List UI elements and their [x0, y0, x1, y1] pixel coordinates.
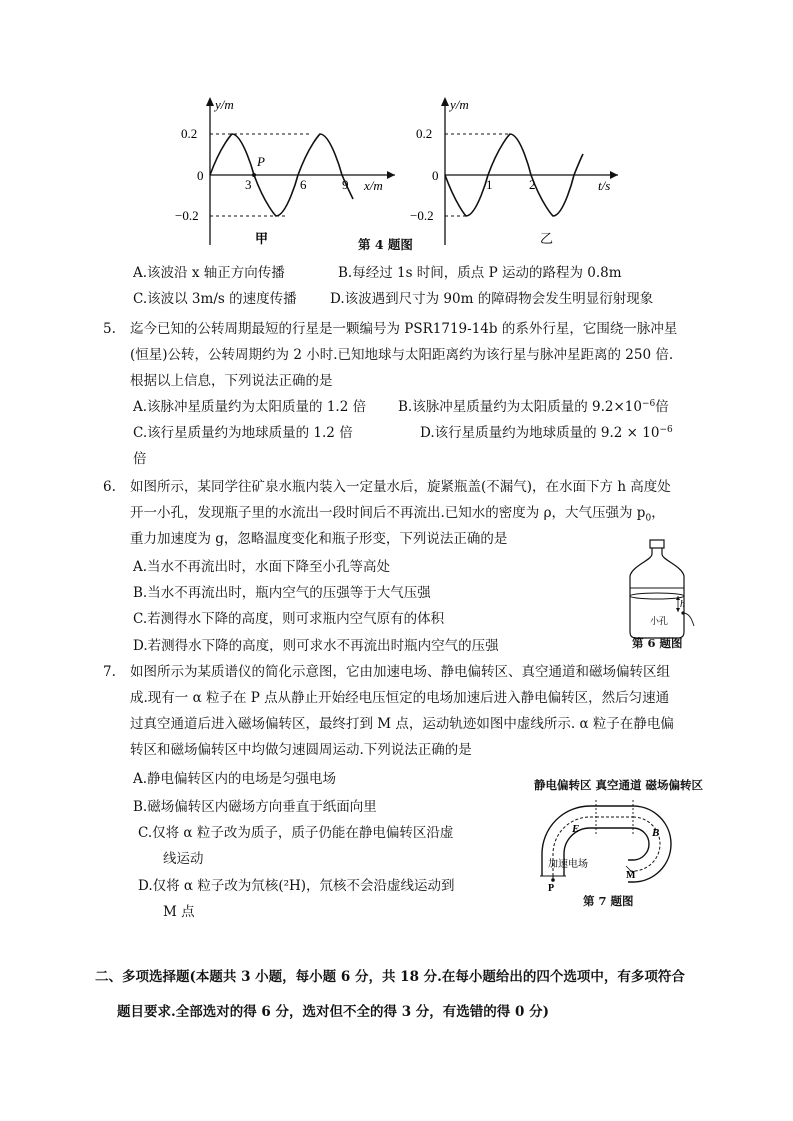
q7-fig-e-label: E	[572, 823, 580, 835]
q5-option-d-exp: −6	[659, 425, 673, 435]
jia-y-tick-bottom: −0.2	[175, 208, 199, 223]
q7-fig-accel-label: 加速电场	[548, 859, 588, 870]
q6-fig-h-label: h	[680, 599, 685, 610]
yi-caption: 乙	[540, 231, 554, 246]
jia-y-tick-zero: 0	[197, 168, 204, 183]
q5-stem-line2: (恒星)公转，公转周期约为 2 小时.已知地球与太阳距离约为该行星与脉冲星距离的 250 倍.	[130, 347, 674, 363]
q6-option-c: C.若测得水下降的高度，则可求瓶内空气原有的体积	[133, 611, 445, 627]
q7-number: 7.	[103, 664, 116, 680]
yi-x-label: t/s	[598, 178, 611, 193]
q6-bottle-figure	[622, 536, 697, 648]
jia-y-tick-top: 0.2	[181, 126, 198, 141]
q5-stem-line3: 根据以上信息，下列说法正确的是	[130, 373, 333, 389]
yi-y-tick-bottom: −0.2	[410, 208, 434, 223]
q5-option-b	[398, 398, 669, 416]
q5-stem-line1: 迄今已知的公转周期最短的行星是一颗编号为 PSR1719-14b 的系外行星，它围绕一脉冲星	[130, 321, 678, 337]
q7-stem-line3: 过真空通道后进入磁场偏转区，最终打到 M 点，运动轨迹如图中虚线所示. α 粒子在静电偏	[130, 716, 674, 732]
q7-stem-line1: 如图所示为某质谱仪的简化示意图，它由加速电场、静电偏转区、真空通道和磁场偏转区组	[130, 664, 670, 680]
jia-x-label: x/m	[364, 178, 383, 193]
yi-x-tick-2: 2	[529, 177, 536, 192]
q6-stem-line1: 如图所示，某同学往矿泉水瓶内装入一定量水后，旋紧瓶盖(不漏气)，在水面下方 h 高度处	[130, 479, 671, 495]
q5-option-b-end: 倍	[655, 399, 669, 415]
q7-option-d-line2: M 点	[163, 904, 195, 920]
q6-stem-line2-text: 开一小孔，发现瓶子里的水流出一段时间后不再流出.已知水的密度为 ρ，大气压强为 p	[130, 505, 646, 521]
q7-stem-line2: 成.现有一 α 粒子在 P 点从静止开始经电压恒定的电场加速后进入静电偏转区，然后匀速通	[130, 690, 670, 706]
q4-option-a: A.该波沿 x 轴正方向传播	[133, 265, 285, 281]
jia-point-p: P	[257, 154, 265, 169]
q4-option-c: C.该波以 3m/s 的速度传播	[133, 291, 297, 307]
q7-option-a: A.静电偏转区内的电场是匀强电场	[133, 771, 337, 787]
q6-number: 6.	[103, 479, 116, 495]
q7-fig-p-label: P	[548, 883, 555, 892]
jia-y-label: y/m	[215, 97, 234, 112]
q5-option-d-text: D.该行星质量约为地球质量的 9.2 × 10	[420, 425, 660, 441]
q5-number: 5.	[103, 321, 116, 337]
q5-option-c: C.该行星质量约为地球质量的 1.2 倍	[133, 425, 353, 441]
q4-figure-caption: 第 4 题图	[358, 237, 413, 252]
yi-y-label: y/m	[450, 97, 469, 112]
q4-figure-yi	[410, 95, 625, 250]
q6-p-subscript: 0	[645, 513, 652, 524]
q7-figure-header: 静电偏转区 真空通道 磁场偏转区	[534, 778, 704, 792]
q6-figure-caption: 第 6 题图	[632, 636, 683, 650]
q6-stem-line3: 重力加速度为 g，忽略温度变化和瓶子形变，下列说法正确的是	[130, 531, 508, 547]
q7-stem-line4: 转区和磁场偏转区中均做匀速圆周运动.下列说法正确的是	[130, 742, 472, 758]
q5-option-d-end: 倍	[133, 451, 147, 467]
jia-caption: 甲	[255, 231, 269, 246]
q7-option-b: B.磁场偏转区内磁场方向垂直于纸面向里	[133, 799, 377, 815]
q5-option-b-text: B.该脉冲星质量约为太阳质量的 9.2×10	[398, 399, 642, 415]
section2-heading-line1: 二、多项选择题(本题共 3 小题，每小题 6 分，共 18 分.在每小题给出的四个选项中，有多项符合	[95, 969, 685, 985]
q4-option-d: D.该波遇到尺寸为 90m 的障碍物会发生明显衍射现象	[330, 291, 654, 307]
q7-option-d-line1: D.仅将 α 粒子改为氘核(²H)，氘核不会沿虚线运动到	[138, 878, 455, 894]
q6-option-b: B.当水不再流出时，瓶内空气的压强等于大气压强	[133, 585, 431, 601]
yi-x-tick-1: 1	[486, 177, 493, 192]
yi-y-tick-top: 0.2	[416, 126, 433, 141]
q6-option-a: A.当水不再流出时，水面下降至小孔等高处	[133, 559, 391, 575]
q4-figure-jia	[175, 95, 400, 250]
q7-option-c-line1: C.仅将 α 粒子改为质子，质子仍能在静电偏转区沿虚	[138, 825, 454, 841]
q5-option-a: A.该脉冲星质量约为太阳质量的 1.2 倍	[133, 399, 367, 415]
jia-x-tick-9: 9	[342, 177, 349, 192]
q7-spectrometer-figure	[528, 794, 708, 892]
q7-option-c-line2: 线运动	[163, 851, 204, 867]
yi-y-tick-zero: 0	[432, 168, 439, 183]
q5-option-d	[420, 424, 673, 442]
q7-fig-m-label: M	[626, 870, 636, 881]
jia-x-tick-3: 3	[245, 177, 252, 192]
q7-fig-b-label: B	[652, 827, 660, 839]
q4-option-b: B.每经过 1s 时间，质点 P 运动的路程为 0.8m	[338, 265, 622, 281]
q6-stem-line2: 开一小孔，发现瓶子里的水流出一段时间后不再流出.已知水的密度为 ρ，大气压强为 $p_0$，	[130, 505, 665, 524]
q5-option-b-exp: −6	[641, 399, 656, 409]
q6-option-d: D.若测得水下降的高度，则可求水不再流出时瓶内空气的压强	[133, 638, 499, 654]
jia-x-tick-6: 6	[300, 177, 307, 192]
section2-heading-line2: 题目要求.全部选对的得 6 分，选对但不全的得 3 分，有选错的得 0 分)	[117, 1004, 549, 1020]
q7-figure-caption: 第 7 题图	[583, 894, 634, 908]
q6-fig-hole-label: 小孔	[650, 616, 669, 626]
